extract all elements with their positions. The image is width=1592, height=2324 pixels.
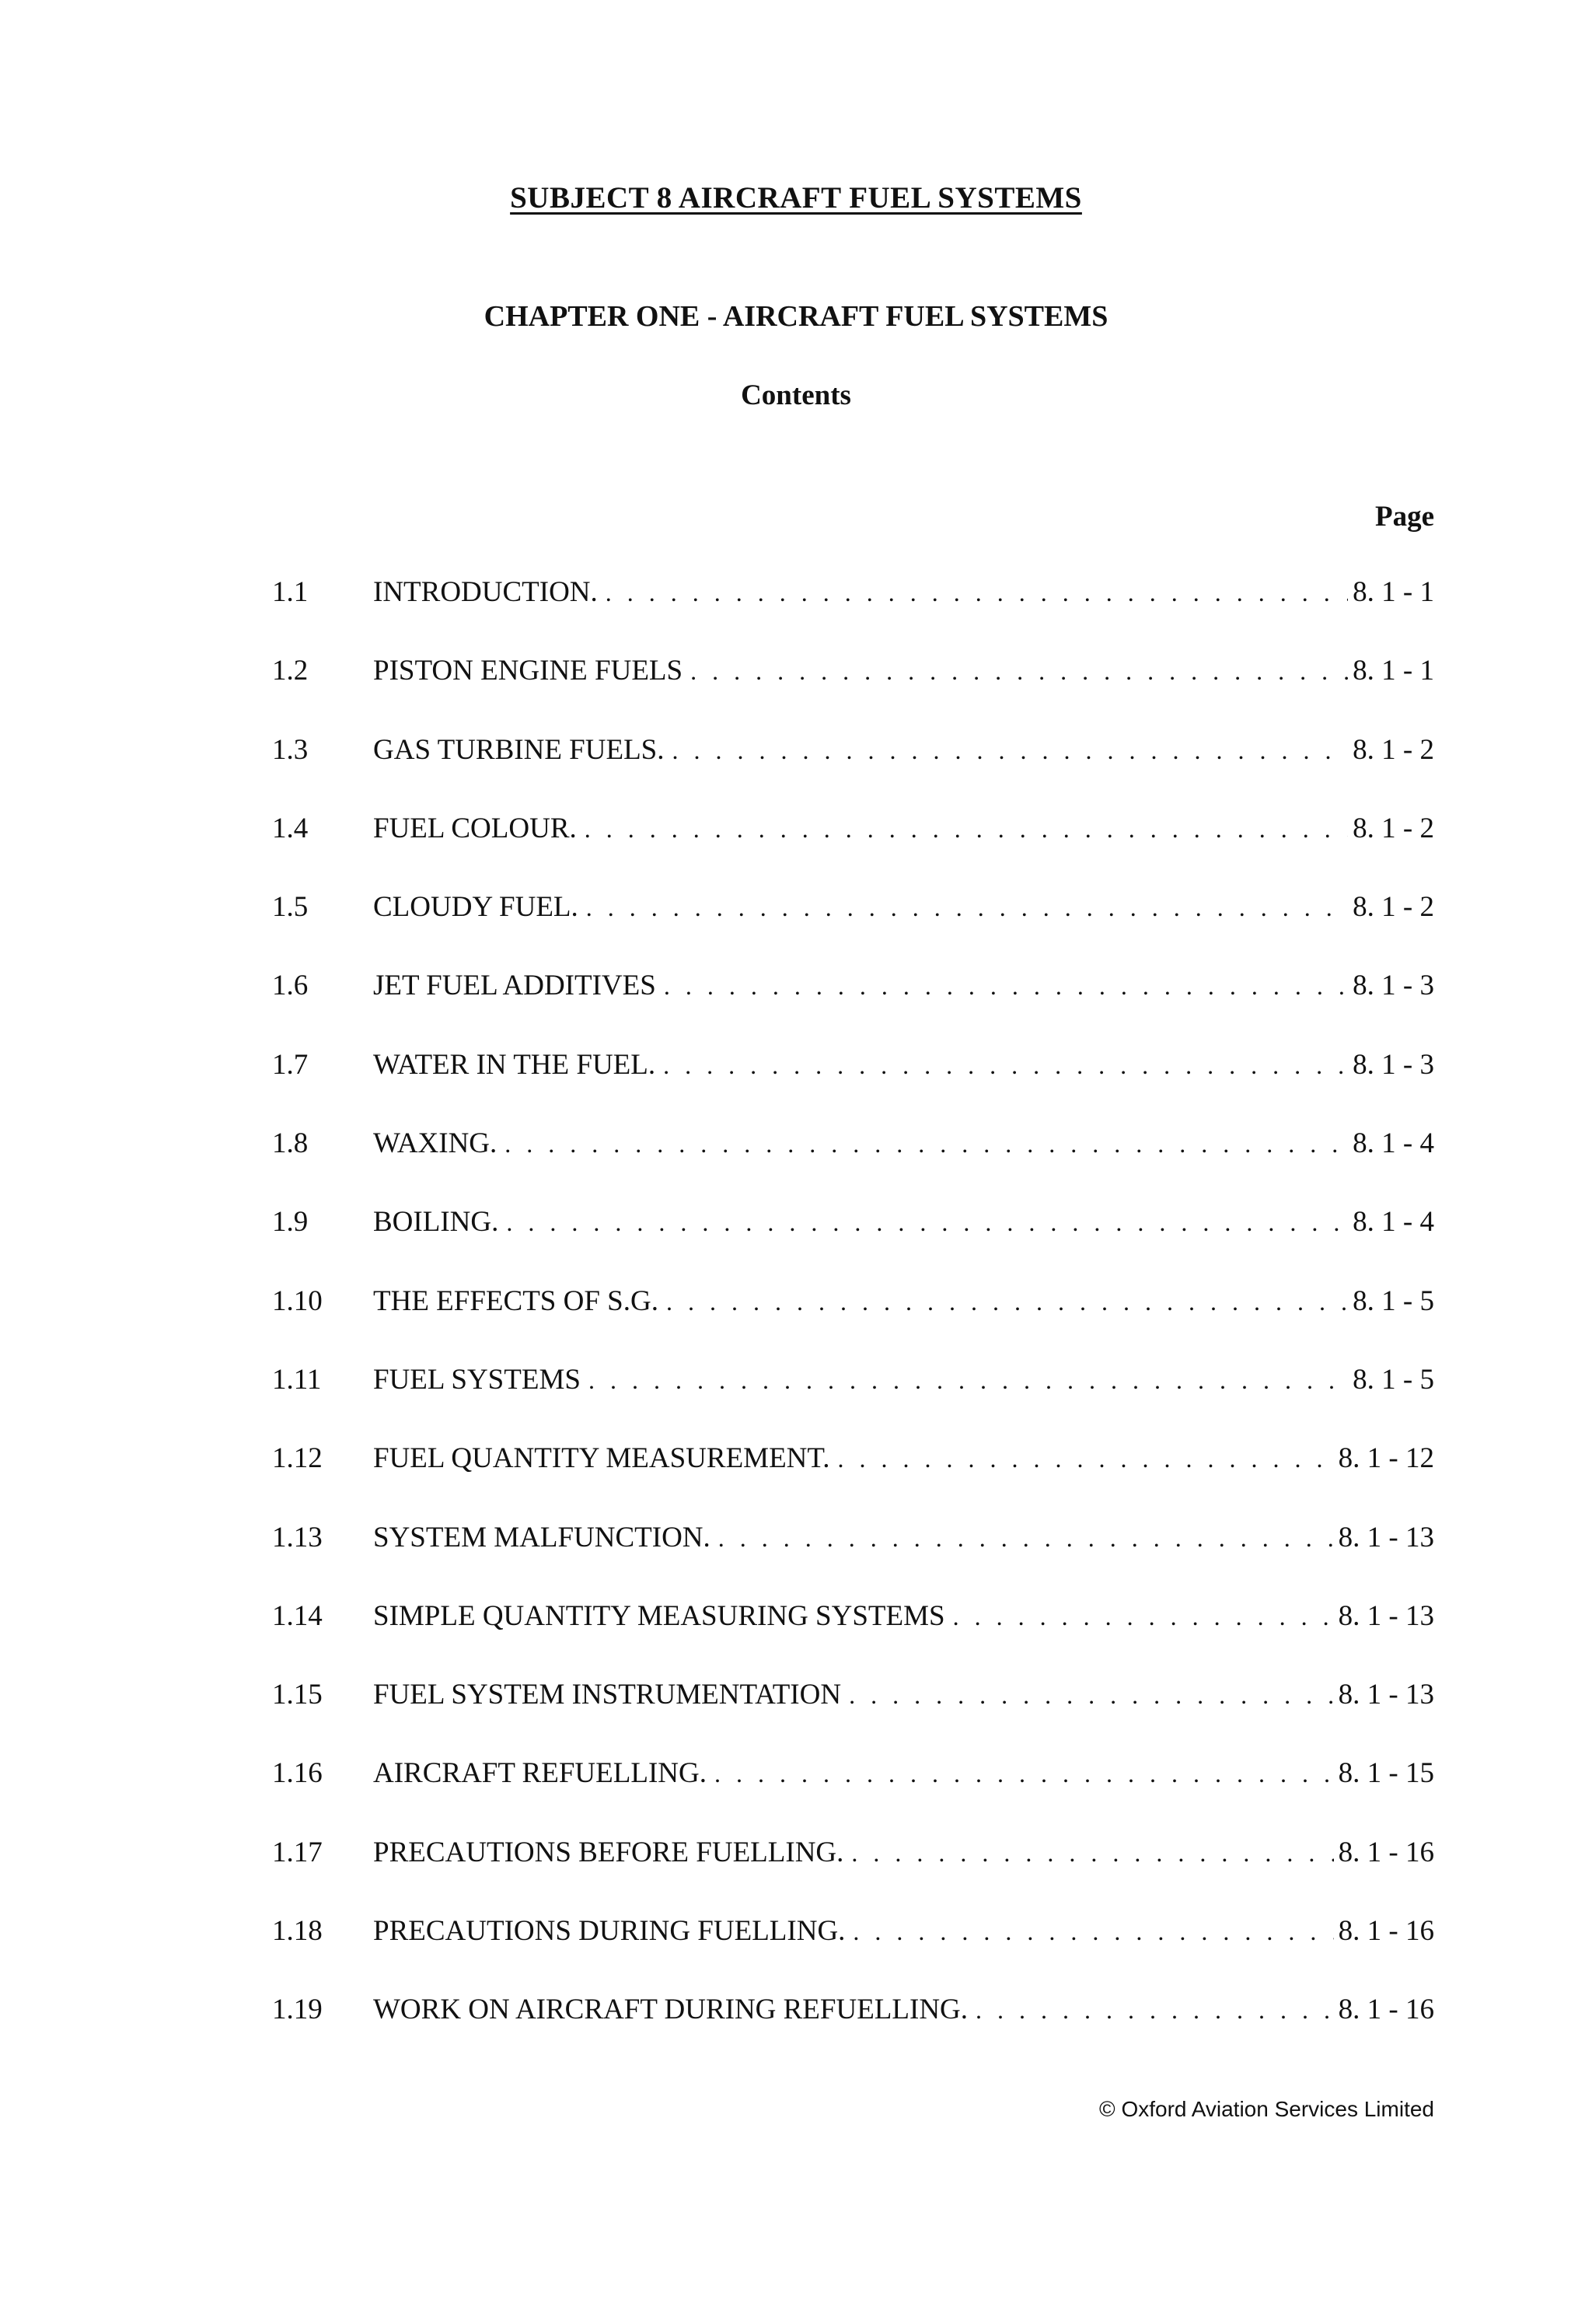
toc-entry-page: 8. 1 - 16 <box>1338 1915 1434 1948</box>
toc-dot-leader <box>851 1836 1333 1870</box>
toc-entry <box>272 1363 1434 1442</box>
toc-entry-number: 1.16 <box>272 1757 323 1790</box>
toc-entry-page: 8. 1 - 13 <box>1338 1599 1434 1632</box>
toc-dot-leader <box>853 1914 1333 1948</box>
toc-entry-number: 1.4 <box>272 812 309 844</box>
toc-dot-leader <box>718 1521 1334 1555</box>
toc-entry <box>272 654 1434 732</box>
toc-dot-leader <box>606 575 1348 610</box>
toc-entry-page: 8. 1 - 3 <box>1353 970 1434 1002</box>
toc-entry-title: JET FUEL ADDITIVES <box>373 970 656 1002</box>
toc-entry <box>272 1756 1434 1835</box>
toc-entry-number: 1.5 <box>272 891 309 924</box>
toc-dot-leader <box>586 890 1348 924</box>
chapter-title: CHAPTER ONE - AIRCRAFT FUEL SYSTEMS <box>484 300 1108 333</box>
toc-entry <box>272 1599 1434 1678</box>
toc-entry-page: 8. 1 - 15 <box>1338 1757 1434 1790</box>
toc-entry-number: 1.15 <box>272 1679 323 1711</box>
toc-dot-leader <box>504 1127 1348 1161</box>
toc-entry-title: FUEL SYSTEM INSTRUMENTATION <box>373 1679 842 1711</box>
toc-entry-number: 1.17 <box>272 1836 323 1868</box>
toc-entry-number: 1.8 <box>272 1127 309 1160</box>
toc-entry <box>272 890 1434 969</box>
toc-entry-number: 1.18 <box>272 1915 323 1948</box>
toc-entry-title: INTRODUCTION. <box>373 576 598 608</box>
toc-entry <box>272 733 1434 812</box>
toc-entry-page: 8. 1 - 13 <box>1338 1521 1434 1553</box>
toc-dot-leader <box>953 1599 1334 1634</box>
toc-entry-page: 8. 1 - 4 <box>1353 1127 1434 1160</box>
toc-entry-title: PRECAUTIONS BEFORE FUELLING. <box>373 1836 844 1868</box>
toc-entry <box>272 1914 1434 1993</box>
toc-entry <box>272 575 1434 654</box>
page-column-heading: Page <box>1374 501 1434 533</box>
toc-entry <box>272 812 1434 890</box>
toc-entry-page: 8. 1 - 16 <box>1338 1994 1434 2026</box>
toc-dot-leader <box>838 1442 1334 1476</box>
toc-entry-title: SYSTEM MALFUNCTION. <box>373 1521 710 1553</box>
toc-entry <box>272 1284 1434 1363</box>
toc-entry-title: WORK ON AIRCRAFT DURING REFUELLING. <box>373 1994 969 2026</box>
toc-entry-title: AIRCRAFT REFUELLING. <box>373 1757 707 1790</box>
toc-entry <box>272 1048 1434 1127</box>
toc-entry-number: 1.12 <box>272 1442 323 1475</box>
toc-entry-title: FUEL QUANTITY MEASUREMENT. <box>373 1442 830 1475</box>
toc-entry <box>272 1836 1434 1914</box>
toc-dot-leader <box>672 733 1349 767</box>
table-of-contents <box>272 575 1434 2072</box>
toc-entry-page: 8. 1 - 13 <box>1338 1679 1434 1711</box>
toc-entry-number: 1.13 <box>272 1521 323 1553</box>
toc-dot-leader <box>976 1993 1334 2027</box>
toc-dot-leader <box>506 1205 1348 1239</box>
toc-entry-page: 8. 1 - 1 <box>1353 576 1434 608</box>
toc-entry-title: BOILING. <box>373 1206 499 1239</box>
toc-entry-page: 8. 1 - 5 <box>1353 1363 1434 1396</box>
toc-entry-page: 8. 1 - 2 <box>1353 733 1434 766</box>
toc-entry <box>272 1678 1434 1756</box>
toc-entry-number: 1.11 <box>272 1363 322 1396</box>
toc-entry-number: 1.19 <box>272 1994 323 2026</box>
toc-entry-page: 8. 1 - 1 <box>1353 655 1434 687</box>
toc-dot-leader <box>664 969 1348 1003</box>
toc-entry-page: 8. 1 - 4 <box>1353 1206 1434 1239</box>
toc-dot-leader <box>714 1756 1334 1791</box>
toc-entry-number: 1.3 <box>272 733 309 766</box>
toc-entry-title: WATER IN THE FUEL. <box>373 1048 656 1081</box>
toc-entry <box>272 1127 1434 1205</box>
toc-entry-title: WAXING. <box>373 1127 498 1160</box>
toc-entry <box>272 1993 1434 2071</box>
subject-title: SUBJECT 8 AIRCRAFT FUEL SYSTEMS <box>510 181 1082 215</box>
toc-entry-page: 8. 1 - 2 <box>1353 891 1434 924</box>
toc-entry-title: SIMPLE QUANTITY MEASURING SYSTEMS <box>373 1599 945 1632</box>
toc-entry-title: FUEL SYSTEMS <box>373 1363 581 1396</box>
toc-entry-title: FUEL COLOUR. <box>373 812 577 844</box>
toc-entry-title: THE EFFECTS OF S.G. <box>373 1284 658 1317</box>
toc-entry <box>272 969 1434 1047</box>
toc-dot-leader <box>585 812 1348 846</box>
toc-entry-page: 8. 1 - 3 <box>1353 1048 1434 1081</box>
toc-entry-number: 1.2 <box>272 655 309 687</box>
footer-copyright: © Oxford Aviation Services Limited <box>1099 2097 1434 2121</box>
toc-entry-title: PRECAUTIONS DURING FUELLING. <box>373 1915 846 1948</box>
toc-entry-title: GAS TURBINE FUELS. <box>373 733 665 766</box>
toc-entry-number: 1.6 <box>272 970 309 1002</box>
toc-dot-leader <box>663 1048 1348 1082</box>
toc-entry-title: PISTON ENGINE FUELS <box>373 655 683 687</box>
toc-entry <box>272 1442 1434 1520</box>
toc-entry-page: 8. 1 - 12 <box>1338 1442 1434 1475</box>
toc-dot-leader <box>849 1678 1334 1712</box>
toc-entry-page: 8. 1 - 5 <box>1353 1284 1434 1317</box>
toc-entry-page: 8. 1 - 2 <box>1353 812 1434 844</box>
toc-entry-number: 1.1 <box>272 576 309 608</box>
toc-entry-number: 1.9 <box>272 1206 309 1239</box>
toc-entry <box>272 1205 1434 1284</box>
toc-entry <box>272 1521 1434 1599</box>
toc-entry-number: 1.10 <box>272 1284 323 1317</box>
toc-entry-number: 1.7 <box>272 1048 309 1081</box>
toc-entry-title: CLOUDY FUEL. <box>373 891 578 924</box>
toc-dot-leader <box>588 1363 1348 1397</box>
toc-dot-leader <box>666 1284 1348 1319</box>
toc-entry-number: 1.14 <box>272 1599 323 1632</box>
contents-heading: Contents <box>741 379 851 411</box>
toc-dot-leader <box>690 654 1348 688</box>
toc-entry-page: 8. 1 - 16 <box>1338 1836 1434 1868</box>
